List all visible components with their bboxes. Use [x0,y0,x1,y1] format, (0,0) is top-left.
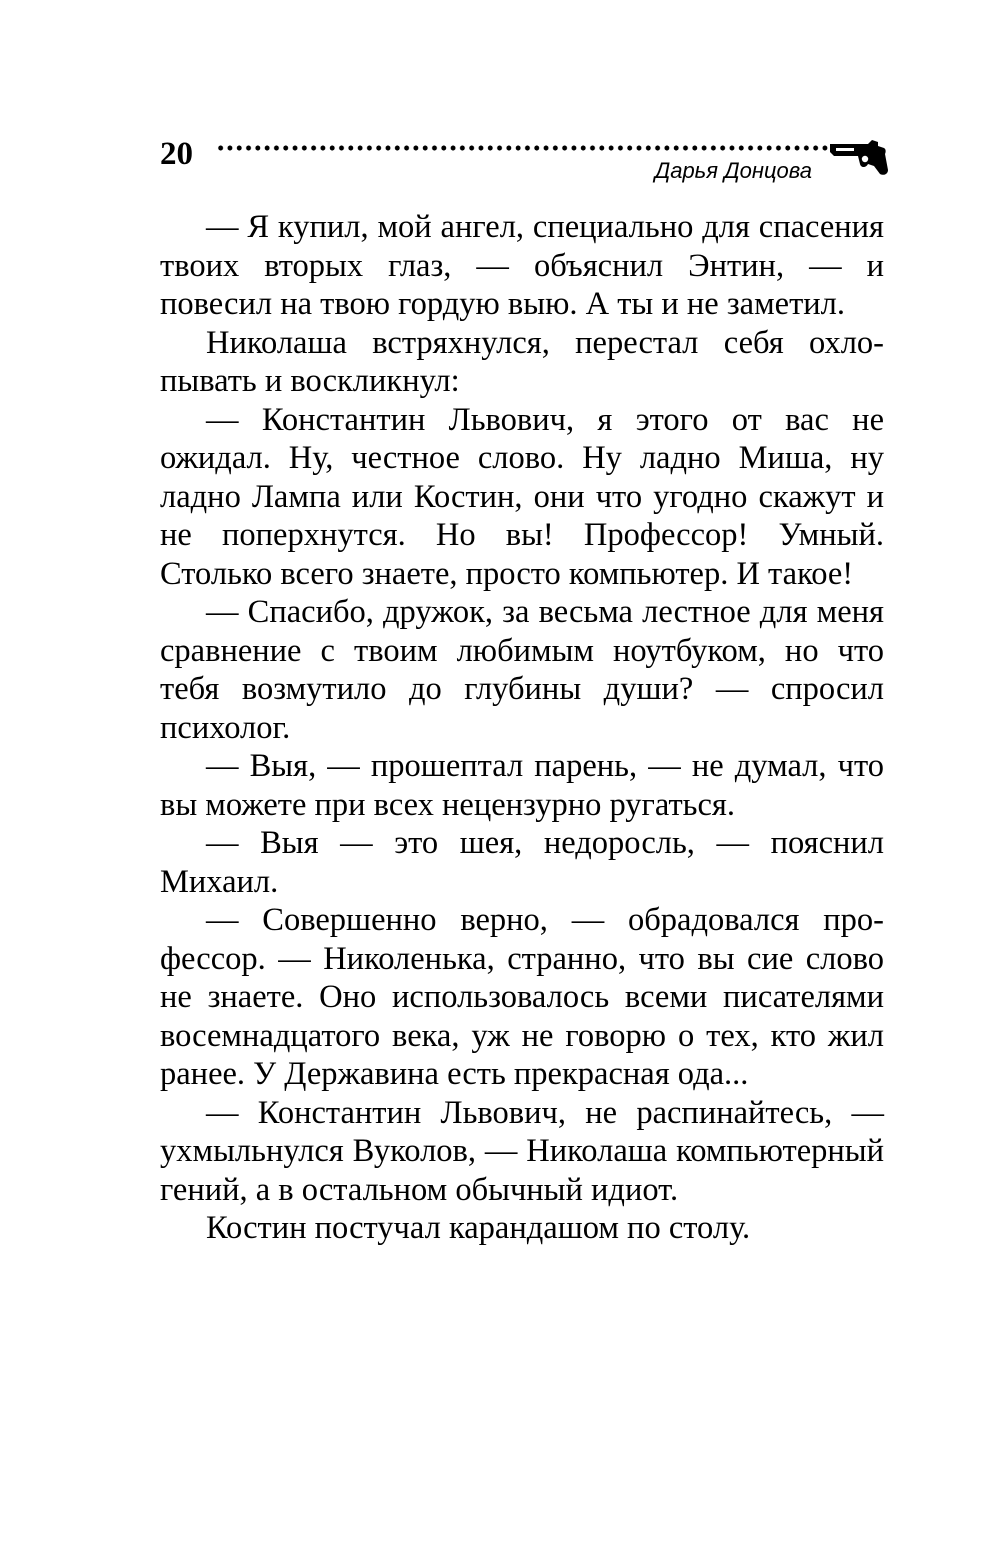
paragraph: — Я купил, мой ангел, специально для спасения твоих вторых глаз, — объяснил Энтин, — и повесил на твою гордую выю. А ты и не заметил. [160,209,884,322]
page-number: 20 [160,136,193,172]
paragraph: — Совершенно верно, — обрадовался профессор. — Николенька, странно, что вы сие слово не знаете. Оно использовалось всеми писателями восемнадцатого века, уж не говорю о тех, кто жил ранее. У Державина есть прекрасная ода... [160,902,884,1092]
body-text [160,208,884,1248]
paragraph: — Спасибо, дружок, за весьма лестное для меня сравнение с твоим любимым ноутбуком, но что тебя возмутило до глубины души? — спросил психолог. [160,594,884,746]
paragraph: — Константин Львович, я этого от вас не ожидал. Ну, честное слово. Ну ладно Миша, ну ладно Лампа или Костин, они что угодно скажут и не поперхнутся. Но вы! Профессор! Умный. Столько всего знаете, просто компьютер. И такое! [160,401,884,592]
paragraph: — Выя — это шея, недоросль, — пояснил Михаил. [160,825,884,900]
paragraph: Николаша встряхнулся, перестал себя охлопывать и воскликнул: [160,324,884,399]
paragraph: — Выя, — прошептал парень, — не думал, что вы можете при всех нецензурно ругаться. [160,748,884,823]
running-header [160,128,890,198]
dotted-leader [216,144,848,152]
paragraph: Костин постучал карандашом по столу. [206,1210,751,1246]
paragraph: — Константин Львович, не распинайтесь, — ухмыльнулся Вуколов, — Николаша компьютерный гений, а в остальном обычный идиот. [160,1094,884,1208]
author-name: Дарья Донцова [654,158,812,183]
pistol-icon [828,134,890,178]
